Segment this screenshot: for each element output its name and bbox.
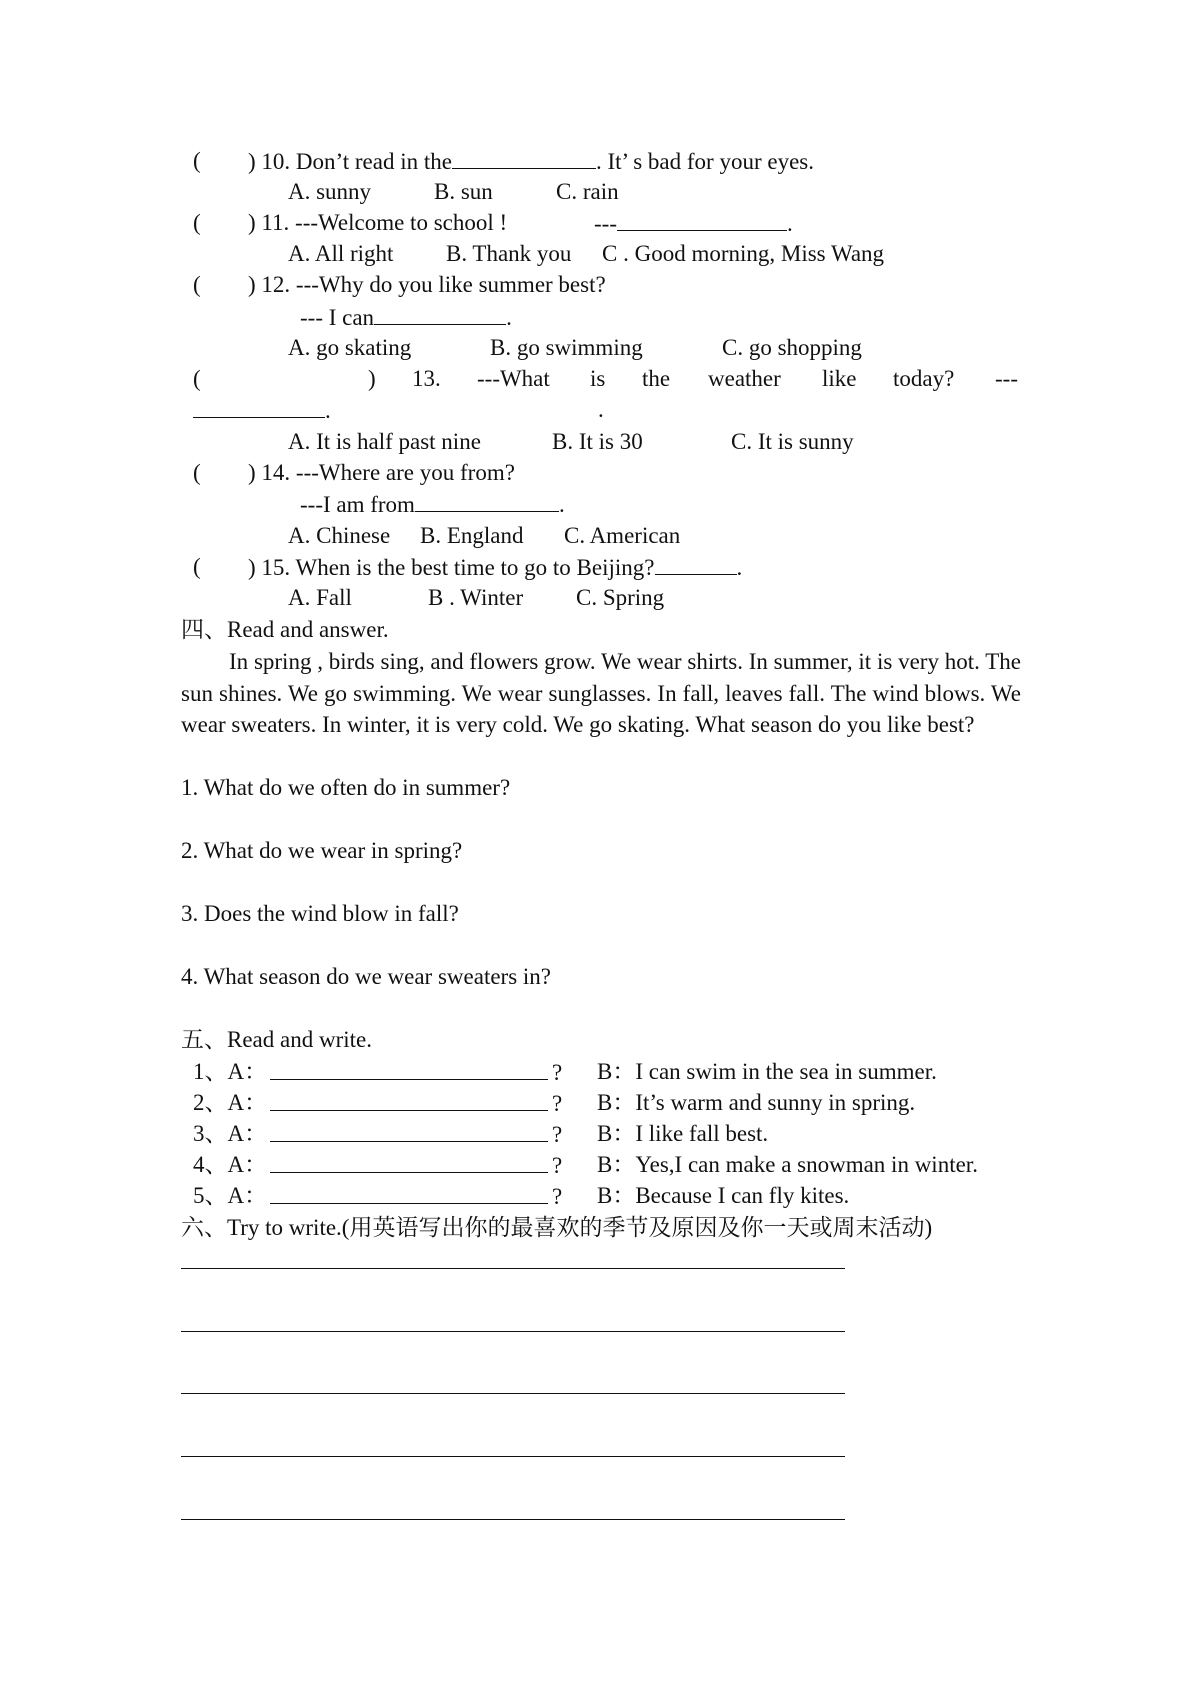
- q12-option-a: A. go skating: [288, 335, 412, 360]
- q13-option-c: C. It is sunny: [731, 429, 854, 454]
- q11-reply: --- .: [594, 208, 793, 239]
- q15-stem: ) 15. When is the best time to go to Beijing? .: [248, 552, 742, 583]
- q15-paren: (: [193, 554, 201, 579]
- section4-title: 四、Read and answer.: [181, 617, 389, 642]
- section5-answer-blank[interactable]: [270, 1181, 548, 1204]
- section4-question-4: 4. What season do we wear sweaters in?: [181, 964, 551, 989]
- section5-row-label: 3、A：: [193, 1121, 268, 1146]
- q13-word: ---: [995, 366, 1018, 391]
- section5-row-b: B：I can swim in the sea in summer.: [597, 1059, 937, 1084]
- section5-row-a: ?: [270, 1181, 562, 1212]
- section5-row-b: B：It’s warm and sunny in spring.: [597, 1090, 916, 1115]
- q12-reply: --- I can .: [300, 302, 512, 333]
- q13-number: 13.: [412, 366, 441, 391]
- q13-paren: (: [193, 366, 201, 391]
- section5-title: 五、Read and write.: [181, 1027, 372, 1052]
- q10-paren: (: [193, 148, 201, 173]
- q11-option-a: A. All right: [288, 241, 394, 266]
- q10-stem: ) 10. Don’t read in the . It’ s bad for your eyes.: [248, 146, 814, 177]
- q14-stem: ) 14. ---Where are you from?: [248, 460, 515, 485]
- section4-question-2: 2. What do we wear in spring?: [181, 838, 463, 863]
- q14-option-c: C. American: [564, 523, 681, 548]
- q13-reply: .: [193, 395, 331, 426]
- q14-answer-blank[interactable]: [415, 489, 559, 512]
- writing-line[interactable]: [181, 1456, 845, 1457]
- section5-row-label: 4、A：: [193, 1152, 268, 1177]
- section5-row-a: ?: [270, 1057, 562, 1088]
- q11-stem: ) 11. ---Welcome to school !: [248, 210, 508, 235]
- q11-option-b: B. Thank you: [446, 241, 572, 266]
- section5-row-b: B：Yes,I can make a snowman in winter.: [597, 1152, 978, 1177]
- section4-question-3: 3. Does the wind blow in fall?: [181, 901, 459, 926]
- section4-passage: In spring , birds sing, and flowers grow. We wear shirts. In summer, it is very hot. The sun shines. We go swimming. We wear sunglasses. In fall, leaves fall. The wind blows. We wear sweaters. In winter, it is very cold. We go skating. What season do you like best?: [181, 649, 1021, 737]
- q12-paren: (: [193, 272, 201, 297]
- q11-option-c: C . Good morning, Miss Wang: [602, 241, 885, 266]
- q13-word: weather: [708, 366, 781, 391]
- q13-word: today?: [893, 366, 955, 391]
- section6-title: 六、Try to write.(用英语写出你的最喜欢的季节及原因及你一天或周末活动): [181, 1215, 933, 1240]
- section5-row-label: 1、A：: [193, 1059, 268, 1084]
- q12-answer-blank[interactable]: [374, 302, 506, 325]
- q12-option-b: B. go swimming: [490, 335, 643, 360]
- section5-answer-blank[interactable]: [270, 1150, 548, 1173]
- q13-word: ---What: [477, 366, 550, 391]
- section5-row-label: 2、A：: [193, 1090, 268, 1115]
- q15-option-b: B . Winter: [428, 585, 524, 610]
- writing-line[interactable]: [181, 1331, 845, 1332]
- q13-close: ): [368, 366, 376, 391]
- q13-word: like: [822, 366, 857, 391]
- section5-answer-blank[interactable]: [270, 1119, 548, 1142]
- q13-stray-dot: .: [598, 397, 604, 422]
- q10-option-b: B. sun: [434, 179, 493, 204]
- q14-option-b: B. England: [420, 523, 524, 548]
- q11-answer-blank[interactable]: [617, 208, 787, 231]
- q14-option-a: A. Chinese: [288, 523, 391, 548]
- section4-question-1: 1. What do we often do in summer?: [181, 775, 511, 800]
- q12-stem: ) 12. ---Why do you like summer best?: [248, 272, 606, 297]
- q13-option-a: A. It is half past nine: [288, 429, 481, 454]
- section5-row-label: 5、A：: [193, 1183, 268, 1208]
- section5-row-a: ?: [270, 1150, 562, 1181]
- q10-answer-blank[interactable]: [452, 146, 596, 169]
- q14-paren: (: [193, 460, 201, 485]
- section5-row-a: ?: [270, 1088, 562, 1119]
- q13-answer-blank[interactable]: [193, 395, 325, 418]
- writing-line[interactable]: [181, 1393, 845, 1394]
- q13-option-b: B. It is 30: [552, 429, 643, 454]
- q13-word: is: [590, 366, 606, 391]
- q15-option-c: C. Spring: [576, 585, 665, 610]
- writing-line[interactable]: [181, 1519, 845, 1520]
- q15-option-a: A. Fall: [288, 585, 352, 610]
- section5-answer-blank[interactable]: [270, 1057, 548, 1080]
- q15-answer-blank[interactable]: [655, 552, 737, 575]
- section5-row-b: B：I like fall best.: [597, 1121, 769, 1146]
- q10-option-a: A. sunny: [288, 179, 372, 204]
- q12-option-c: C. go shopping: [722, 335, 862, 360]
- q10-option-c: C. rain: [556, 179, 619, 204]
- q13-word: the: [642, 366, 671, 391]
- q11-paren: (: [193, 210, 201, 235]
- section5-row-a: ?: [270, 1119, 562, 1150]
- q14-reply: ---I am from .: [300, 489, 565, 520]
- writing-line[interactable]: [181, 1268, 845, 1269]
- section5-answer-blank[interactable]: [270, 1088, 548, 1111]
- section5-row-b: B：Because I can fly kites.: [597, 1183, 850, 1208]
